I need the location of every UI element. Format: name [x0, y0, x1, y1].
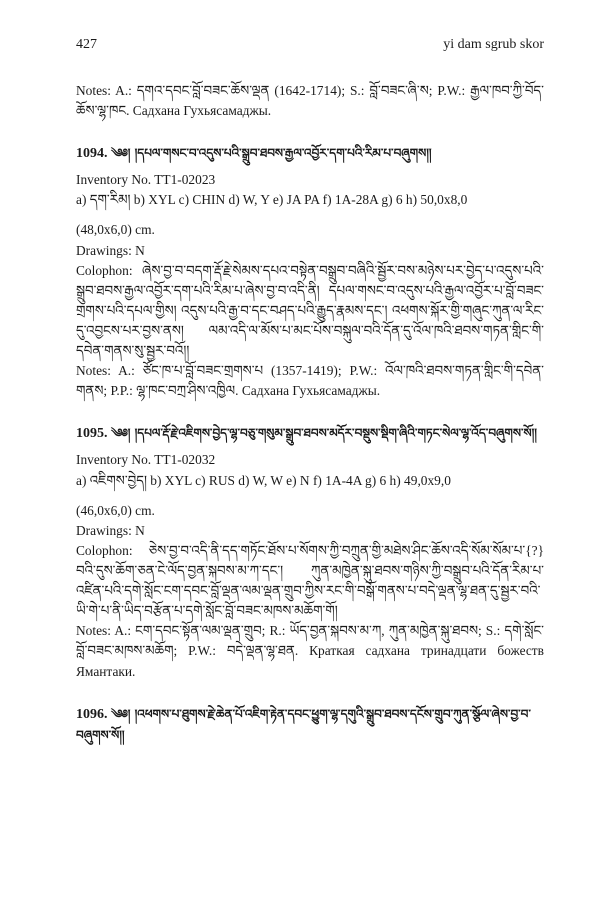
- entry-title: [76, 423, 544, 444]
- page-number: 427: [76, 37, 97, 52]
- entry-tibetan-title: ༄༅། །དཔལ་གསང་བ་འདུས་པའི་སྒྲུབ་ཐབས་རྒྱལ་འབྱོར་དག་པའི་རིམ་པ་བཞུགས།།: [111, 146, 432, 161]
- entry-tibetan-title: ༄༅། །དཔལ་རྡོ་རྗེ་འཇིགས་བྱེད་ལྷ་བཅུ་གསུམ་སྒྲུབ་ཐབས་མདོར་བསྡུས་སྡིག་ཞིའི་གཏང་སེལ་ལྷ་འོད་བཞུགས་སོ།།: [111, 426, 537, 441]
- entry-colophon: Colophon: ཅེས་བྱ་བ་འདི་ནི་དད་གཏོང་ཐོས་པ་སོགས་ཀྱི་བཀྲུན་གྱི་མཐེས་ཤིང་ཆོས་འདི་སོམ་སོམ་པ་{?}བའི་དུས་ཆོག་ཅན་ངེ་ལོད་བྱན་སྐབས་མ་ཀ་དང་། ཀུན་མཁྱེན་སྐུ་ཐབས་གཉིས་ཀྱི་བསྒྲུབ་པའི་དོན་རིམ་པ་འཛིན་པའི་དགེ་སློང་ངག་དབང་བློ་ལྡན་ལམ་ལྡན་གྲུབ་ཀྱིས་རང་གི་བསྒོ་གནས་པ་བདེ་ལྡན་ལྷ་ཐན་དུ་སྦྱར་བའི་ཡི་གེ་པ་ནི་ཡིད་བརྩོན་པ་དགེ་སློང་བློ་བཟང་མཁས་མཆོག་གོ།: [76, 542, 544, 619]
- entry-specs: a) དག་རིམ། b) XYL c) CHIN d) W, Y e) JA PA f) 1A-28A g) 6 h) 50,0x8,0: [76, 192, 468, 208]
- entry-notes: Notes: A.: ཙོང་ཁ་པ་བློ་བཟང་གྲགས་པ (1357-1419); P.W.: འོལ་ཁའི་ཐབས་གཏན་གླིང་གི་དབེན་གནས; P.P.: ལྷ་ཁང་བཀྲ་ཤིས་འཁྱིལ. Садхана Гухьясамаджы.: [76, 363, 544, 399]
- entry-number: 1095.: [76, 426, 108, 442]
- entry-drawings: Drawings: N: [76, 242, 145, 258]
- entry-drawings: Drawings: N: [76, 522, 145, 538]
- inventory-number: Inventory No. TT1-02032: [76, 452, 216, 468]
- inventory-number: Inventory No. TT1-02023: [76, 172, 216, 188]
- catalog-entry-1094: [76, 143, 544, 401]
- entry-dimensions: (48,0x6,0) cm.: [76, 222, 155, 238]
- entry-dimensions: (46,0x6,0) cm.: [76, 502, 155, 518]
- entry-number: 1094.: [76, 146, 108, 162]
- top-notes: Notes: A.: དགའ་དབང་བློ་བཟང་ཆོས་ལྡན (1642-1714); S.: བློ་བཟང་ཞི་ས; P.W.: རྒྱལ་ཁབ་ཀྱི་བོད་ཆོས་ལྷ་ཁང. Садхана Гухьясамаджы.: [76, 83, 544, 119]
- entry-title: [76, 143, 544, 164]
- entry-colophon: Colophon: ཞེས་བྱ་བ་བདག་རྡོ་རྗེ་སེམས་དཔའ་བསྟེན་བསྒྲུབ་བཞིའི་སྦྱོར་བས་མཉེས་པར་བྱེད་པ་འདུས་པའི་སྒྲུབ་ཐབས་རྒྱལ་འབྱོར་དག་པའི་རིམ་པ་ཞེས་བྱ་བ་འདི་ནི། དཔལ་གསང་བ་འདུས་པའི་རྒྱལ་འབྱོར་པ་བློ་བཟང་གྲགས་པའི་དཔལ་གྱིས། འདུས་པའི་རྒྱ་བ་དང་བཤད་པའི་རྒྱུད་རྣམས་དང་། འཕགས་སྐོར་གྱི་གཞུང་ཀུན་ལ་རིང་དུ་འབྱངས་པར་བྱས་ནས། ལམ་འདི་ལ་མོས་པ་མང་པོས་བསྐུལ་བའི་དོན་དུ་འོལ་ཁའི་ཐབས་གཏན་གླིང་གི་དབེན་གནས་སུ་སྦྱར་བའོ།།: [76, 262, 544, 359]
- entry-title: [76, 704, 544, 746]
- running-header: [76, 34, 544, 55]
- entry-specs: a) འཇིགས་བྱེད། b) XYL c) RUS d) W, W e) N f) 1A-4A g) 6 h) 49,0x9,0: [76, 472, 451, 488]
- entry-number: 1096.: [76, 706, 108, 722]
- page: [76, 34, 544, 752]
- catalog-entry-1095: [76, 423, 544, 681]
- catalog-entry-1096: [76, 704, 544, 746]
- entry-notes: Notes: A.: ངག་དབང་སྟོན་ལམ་ལྡན་གྲུབ; R.: ཡོད་བྱན་སྐབས་མ་ཀ, ཀུན་མཁྱེན་སྐུ་ཐབས; S.: དགེ་སློང་བློ་བཟང་མཁས་མཆོག; P.W.: བདེ་ལྡན་ལྷ་ཐན. Краткая садхана тринадцати божеств Ямантаки.: [76, 623, 544, 679]
- entry-tibetan-title: ༄༅། །འཕགས་པ་ཐུགས་རྗེ་ཆེན་པོ་འཇིག་རྟེན་དབང་ཕྱུག་ལྷ་དགུའི་སྒྲུབ་ཐབས་དངོས་གྲུབ་ཀུན་སྩོལ་ཞེས་བྱ་བ་བཞུགས་སོ།།: [76, 706, 531, 742]
- running-title: yi dam sgrub skor: [443, 37, 544, 52]
